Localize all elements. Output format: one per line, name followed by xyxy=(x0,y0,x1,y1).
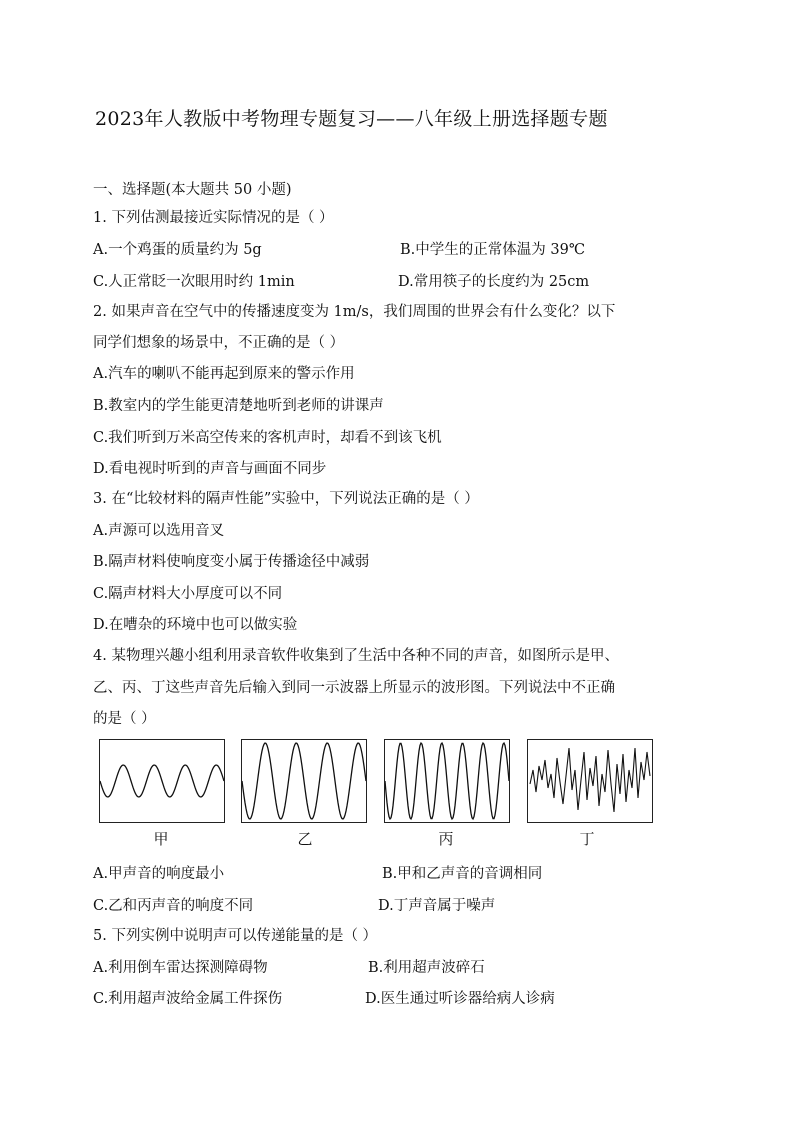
q1-stem: 1. 下列估测最接近实际情况的是（ ） xyxy=(93,210,334,226)
q4-option-d: D.丁声音属于噪声 xyxy=(378,898,496,914)
q3-stem: 3. 在“比较材料的隔声性能”实验中，下列说法正确的是（ ） xyxy=(93,491,479,507)
q5-option-d: D.医生通过听诊器给病人诊病 xyxy=(365,991,555,1007)
waveform-yi xyxy=(241,739,367,823)
waveform-bing-graphic xyxy=(385,740,509,822)
waveform-ding xyxy=(527,739,653,823)
q4-stem-line1: 4. 某物理兴趣小组利用录音软件收集到了生活中各种不同的声音，如图所示是甲、 xyxy=(93,648,619,664)
waveform-bing xyxy=(384,739,510,823)
page-title: 2023年人教版中考物理专题复习——八年级上册选择题专题 xyxy=(95,108,608,130)
q2-stem-line1: 2. 如果声音在空气中的传播速度变为 1m/s，我们周围的世界会有什么变化？以下 xyxy=(93,304,616,320)
q2-option-b: B.教室内的学生能更清楚地听到老师的讲课声 xyxy=(93,398,384,414)
q4-option-b: B.甲和乙声音的音调相同 xyxy=(382,866,543,882)
q4-option-a: A.甲声音的响度最小 xyxy=(93,866,225,882)
q5-stem: 5. 下列实例中说明声可以传递能量的是（ ） xyxy=(93,928,378,944)
section-heading: 一、选择题(本大题共 50 小题) xyxy=(93,182,292,198)
q3-option-c: C.隔声材料大小厚度可以不同 xyxy=(93,586,283,602)
waveform-yi-graphic xyxy=(242,740,366,822)
q4-stem-line2: 乙、丙、丁这些声音先后输入到同一示波器上所显示的波形图。下列说法中不正确 xyxy=(93,680,615,696)
q1-option-b: B.中学生的正常体温为 39℃ xyxy=(400,242,586,258)
q2-stem-line2: 同学们想象的场景中，不正确的是（ ） xyxy=(93,335,345,351)
q2-option-d: D.看电视时听到的声音与画面不同步 xyxy=(93,461,327,477)
waveform-label-bing: 丙 xyxy=(438,830,454,848)
q3-option-d: D.在嘈杂的环境中也可以做实验 xyxy=(93,617,298,633)
q5-option-a: A.利用倒车雷达探测障碍物 xyxy=(93,960,268,976)
q2-option-c: C.我们听到万米高空传来的客机声时，却看不到该飞机 xyxy=(93,430,442,446)
q5-option-b: B.利用超声波碎石 xyxy=(368,960,485,976)
q5-option-c: C.利用超声波给金属工件探伤 xyxy=(93,991,283,1007)
q2-option-a: A.汽车的喇叭不能再起到原来的警示作用 xyxy=(93,366,355,382)
q4-option-c: C.乙和丙声音的响度不同 xyxy=(93,898,254,914)
waveform-jia xyxy=(99,739,225,823)
waveform-ding-graphic xyxy=(528,740,652,822)
waveform-jia-graphic xyxy=(100,740,224,822)
q1-option-a: A.一个鸡蛋的质量约为 5g xyxy=(93,242,262,258)
q3-option-a: A.声源可以选用音叉 xyxy=(93,523,225,539)
waveform-label-yi: 乙 xyxy=(297,830,313,848)
waveform-label-ding: 丁 xyxy=(579,830,595,848)
waveform-label-jia: 甲 xyxy=(153,830,169,848)
q1-option-d: D.常用筷子的长度约为 25cm xyxy=(398,274,590,290)
q1-option-c: C.人正常眨一次眼用时约 1min xyxy=(93,274,295,290)
q4-stem-line3: 的是（ ） xyxy=(93,711,156,727)
q3-option-b: B.隔声材料使响度变小属于传播途径中减弱 xyxy=(93,554,370,570)
